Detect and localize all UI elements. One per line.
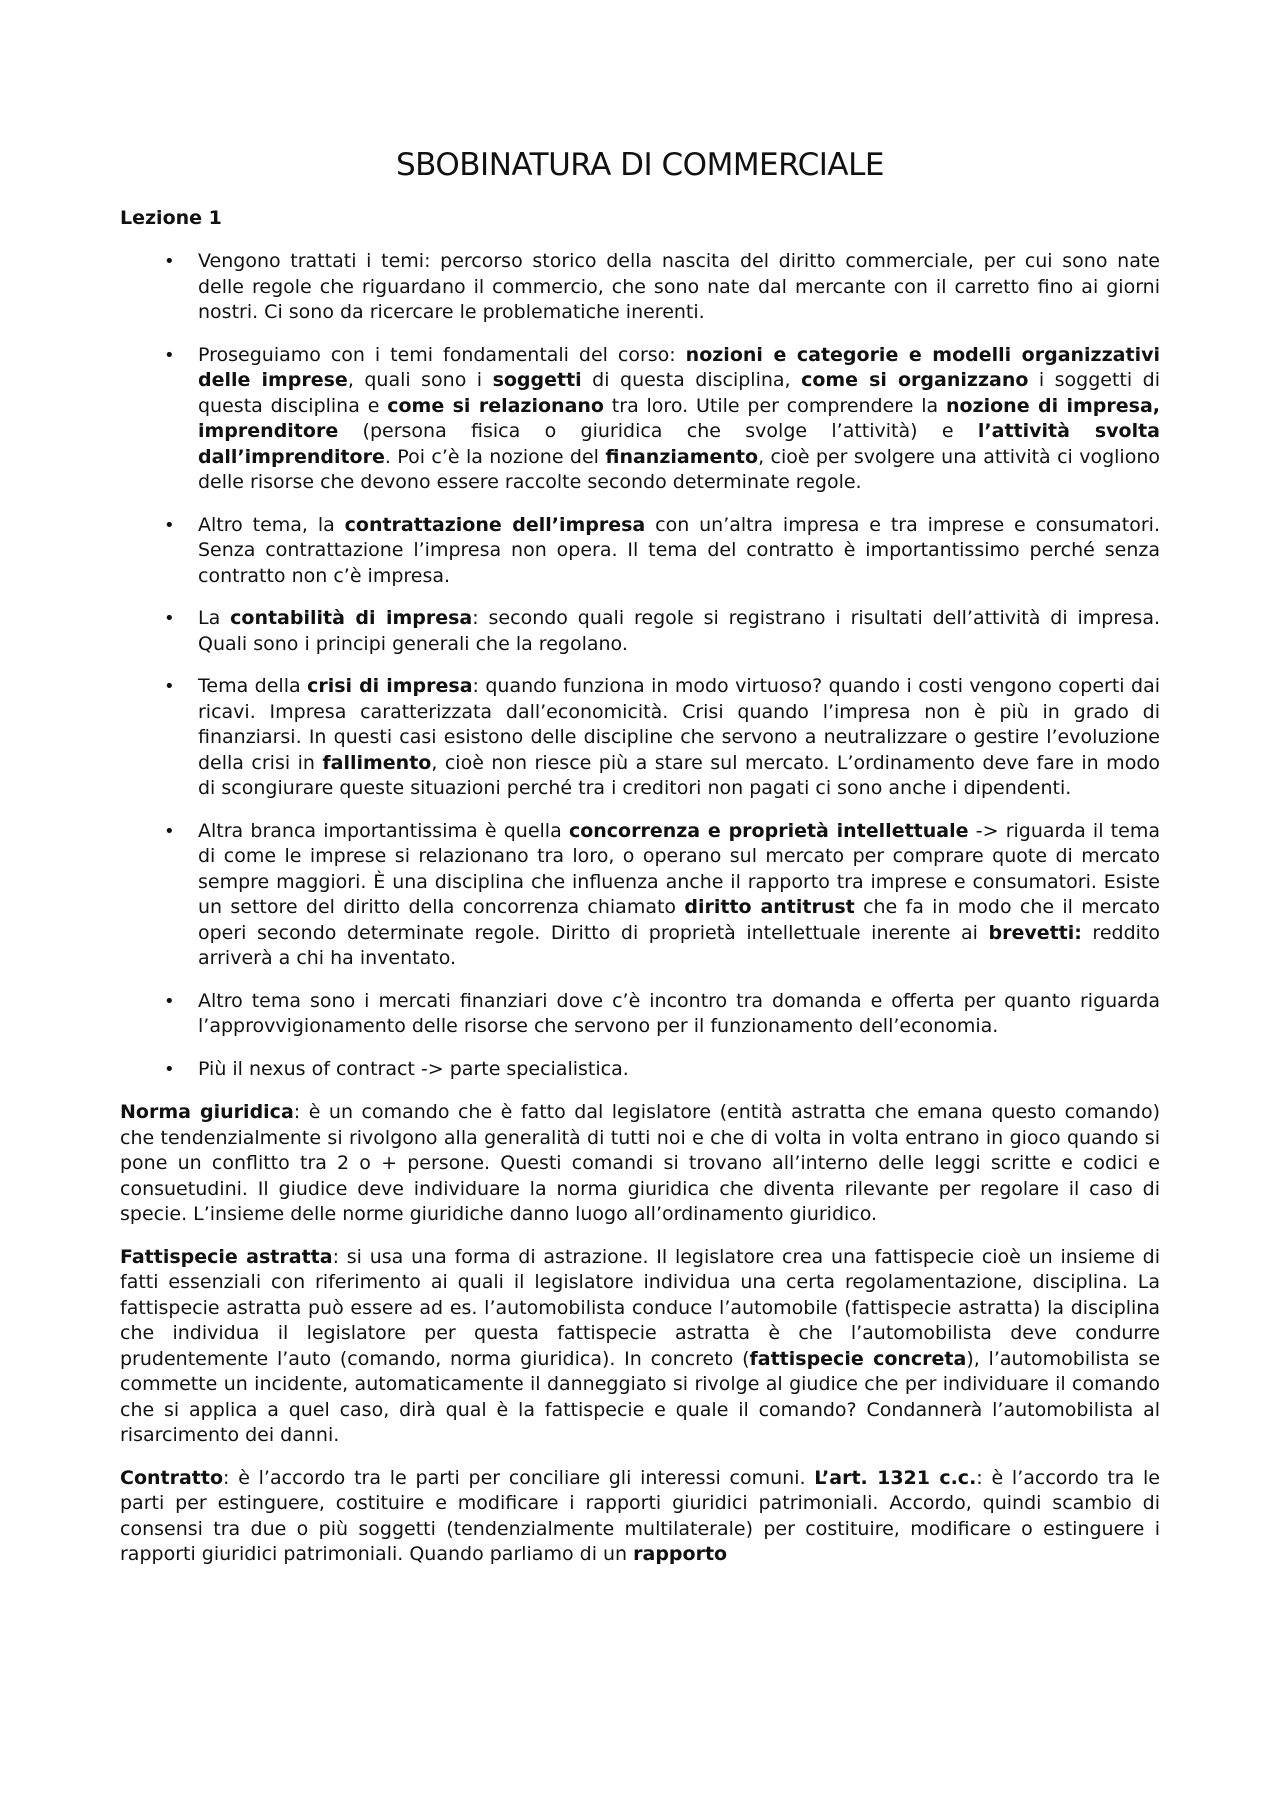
bold-text-run: soggetti bbox=[492, 369, 582, 392]
bold-text-run: diritto antitrust bbox=[684, 896, 855, 919]
bold-text-run: Contratto bbox=[120, 1466, 224, 1489]
bold-text-run: come si relazionano bbox=[387, 394, 604, 417]
text-run: Altro tema, la bbox=[198, 513, 345, 536]
list-item bbox=[120, 343, 1160, 496]
bullet-icon: • bbox=[164, 344, 175, 366]
bullet-icon: • bbox=[164, 514, 175, 536]
text-run: di questa disciplina, bbox=[581, 369, 802, 392]
lesson-heading: Lezione 1 bbox=[120, 207, 222, 230]
bold-text-run: fattispecie concreta bbox=[749, 1347, 967, 1370]
text-run: Tema della bbox=[198, 675, 308, 698]
list-item bbox=[120, 989, 1160, 1040]
text-run: che fa in modo che il mercato operi secondo determinate regole. Diritto di proprietà intellettuale inerente ai bbox=[198, 896, 1160, 944]
text-run: : è un comando che è fatto dal legislatore (entità astratta che emana questo comando) che tendenzialmente si rivolgono alla generalità di tutti noi e che di volta in volta entrano in gioco quando si pone un conflitto tra 2 o + persone. Questi comandi si trovano all’interno delle leggi scritte e codici e consuetudini. Il giudice deve individuare la norma giuridica che diventa rilevante per regolare il caso di specie. L’insieme delle norme giuridiche danno luogo all’ordinamento giuridico. bbox=[120, 1101, 1160, 1226]
list-item bbox=[120, 674, 1160, 802]
text-run: La bbox=[198, 607, 231, 630]
bold-text-run: Norma giuridica bbox=[120, 1101, 294, 1124]
bold-text-run: crisi di impresa bbox=[307, 675, 473, 698]
bullet-icon: • bbox=[164, 608, 175, 630]
topics-list bbox=[120, 249, 1160, 1082]
list-item bbox=[120, 1057, 1160, 1083]
text-run: : quando funziona in modo virtuoso? quando i costi vengono coperti dai ricavi. Impresa caratterizzata dall’economicità. Crisi quando l’impresa non è più in grado di finanziarsi. In questi casi esistono delle discipline che servono a neutralizzare o gestire l’evoluzione della crisi in bbox=[198, 675, 1161, 774]
text-run: : si usa una forma di astrazione. Il legislatore crea una fattispecie cioè un insieme di fatti essenziali con riferimento ai quali il legislatore individua una certa regolamentazione, disciplina. La fattispecie astratta può essere ad es. l’automobilista conduce l’automobile (fattispecie astratta) la disciplina che individua il legislatore per questa fattispecie astratta è che l’automobilista deve condurre prudentemente l’auto (comando, norma giuridica). In concreto ( bbox=[120, 1245, 1161, 1370]
document-page bbox=[120, 145, 1160, 1585]
paragraph-fattispecie-astratta bbox=[120, 1245, 1160, 1449]
document-title: SBOBINATURA DI COMMERCIALE bbox=[395, 147, 884, 183]
bullet-icon: • bbox=[164, 990, 175, 1012]
bold-text-run: contrattazione dell’impresa bbox=[344, 513, 646, 536]
bullet-icon: • bbox=[164, 251, 175, 273]
bold-text-run: finanziamento bbox=[605, 445, 759, 468]
text-run: reddito arriverà a chi ha inventato. bbox=[198, 921, 1160, 970]
paragraph-contratto bbox=[120, 1466, 1160, 1568]
text-run: i soggetti di questa disciplina e bbox=[198, 369, 1160, 417]
bold-text-run: L’art. 1321 c.c. bbox=[814, 1466, 977, 1489]
bold-text-run: nozioni e categorie e modelli organizzativi delle imprese bbox=[198, 343, 1160, 392]
text-run: Altro tema sono i mercati finanziari dove c’è incontro tra domanda e offerta per quanto riguarda l’approvvigionamento delle risorse che servono per il funzionamento dell’economia. bbox=[198, 989, 1160, 1038]
paragraph-norma-giuridica bbox=[120, 1100, 1160, 1228]
text-run: -> riguarda il tema di come le imprese si relazionano tra loro, o operano sul mercato per comprare quote di mercato sempre maggiori. È una disciplina che influenza anche il rapporto tra imprese e consumatori. Esiste un settore del diritto della concorrenza chiamato bbox=[198, 819, 1160, 919]
text-run: . Poi c’è la nozione del bbox=[384, 445, 606, 468]
text-run: ), l’automobilista se commette un incidente, automaticamente il danneggiato si rivolge al giudice che per individuare il comando che si applica a quel caso, dirà qual è la fattispecie e quale il comando? Condannerà l’automobilista al risarcimento dei danni. bbox=[120, 1347, 1161, 1447]
list-item bbox=[120, 819, 1160, 972]
bullet-icon: • bbox=[164, 676, 175, 698]
text-run: Proseguiamo con i temi fondamentali del corso: bbox=[198, 343, 686, 366]
text-run: Altra branca importantissima è quella bbox=[198, 819, 569, 842]
bold-text-run: concorrenza e proprietà intellettuale bbox=[568, 819, 969, 842]
list-item bbox=[120, 606, 1160, 657]
text-run: (persona fisica o giuridica che svolge l’attività) e bbox=[338, 420, 978, 443]
bullet-icon: • bbox=[164, 820, 175, 842]
text-run: , quali sono i bbox=[347, 369, 493, 392]
text-run: , cioè per svolgere una attività ci vogliono delle risorse che devono essere raccolte secondo determinate regole. bbox=[198, 445, 1160, 494]
bold-text-run: l’attività svolta dall’imprenditore bbox=[198, 420, 1161, 468]
text-run: : secondo quali regole si registrano i risultati dell’attività di impresa. Quali sono i principi generali che la regolano. bbox=[198, 607, 1161, 655]
bold-text-run: nozione di impresa, imprenditore bbox=[198, 394, 1161, 443]
bold-text-run: brevetti: bbox=[988, 921, 1082, 944]
bold-text-run: Fattispecie astratta bbox=[120, 1245, 333, 1268]
text-run: con un’altra impresa e tra imprese e consumatori. Senza contrattazione l’impresa non opera. Il tema del contratto è importantissimo perché senza contratto non c’è impresa. bbox=[198, 513, 1160, 587]
list-item bbox=[120, 249, 1160, 326]
list-item bbox=[120, 513, 1160, 590]
text-run: , cioè non riesce più a stare sul mercato. L’ordinamento deve fare in modo di scongiurare queste situazioni perché tra i creditori non pagati ci sono anche i dipendenti. bbox=[198, 751, 1161, 800]
bold-text-run: rapporto bbox=[633, 1543, 728, 1566]
bold-text-run: contabilità di impresa bbox=[230, 607, 473, 630]
bullet-icon: • bbox=[164, 1058, 175, 1080]
text-run: : è l’accordo tra le parti per conciliare gli interessi comuni. bbox=[223, 1466, 815, 1489]
bold-text-run: come si organizzano bbox=[801, 369, 1029, 392]
bold-text-run: fallimento bbox=[322, 751, 432, 774]
text-run: Vengono trattati i temi: percorso storico della nascita del diritto commerciale, per cui sono nate delle regole che riguardano il commercio, che sono nate dal mercante con il carretto fino ai giorni nostri. Ci sono da ricercare le problematiche inerenti. bbox=[198, 250, 1160, 324]
text-run: Più il nexus of contract -> parte specialistica. bbox=[198, 1057, 629, 1080]
text-run: : è l’accordo tra le parti per estinguere, costituire e modificare i rapporti giuridici patrimoniali. Accordo, quindi scambio di consensi tra due o più soggetti (tendenzialmente multilaterale) per costituire, modificare o estinguere i rapporti giuridici patrimoniali. Quando parliamo di un bbox=[120, 1466, 1161, 1566]
text-run: tra loro. Utile per comprendere la bbox=[603, 394, 946, 417]
